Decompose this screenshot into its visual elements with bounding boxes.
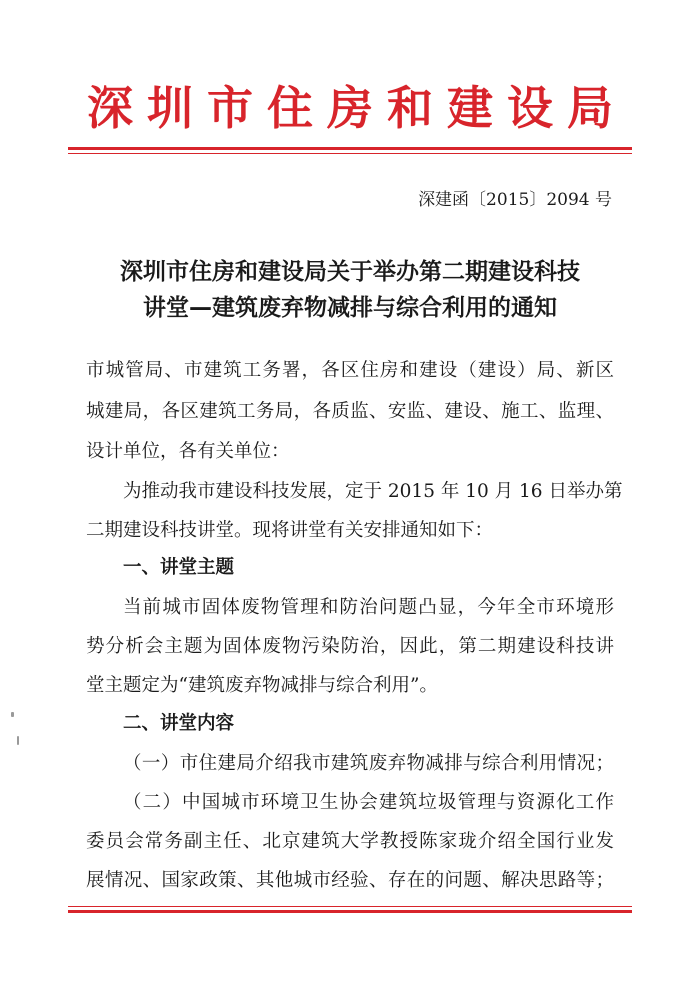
section-1-line-1: 当前城市固体废物管理和防治问题凸显，今年全市环境形 (123, 597, 614, 618)
intro-line-2: 二期建设科技讲堂。现将讲堂有关安排通知如下： (86, 520, 494, 541)
letterhead-divider-thin (68, 153, 632, 154)
scan-speck-mark (17, 736, 19, 745)
intro-line-1: 为推动我市建设科技发展，定于 2015 年 10 月 16 日举办第 (123, 481, 623, 502)
notice-title-line-1: 深圳市住房和建设局关于举办第二期建设科技 (120, 259, 580, 285)
section-1-line-3: 堂主题定为“建筑废弃物减排与综合利用”。 (86, 675, 438, 696)
agency-letterhead-title: 深圳市住房和建设局 (87, 81, 627, 135)
section-2-heading: 二、讲堂内容 (123, 713, 235, 734)
letterhead-divider-thick (68, 147, 632, 150)
footer-divider-thin (68, 906, 632, 907)
section-2-item-2-line-3: 展情况、国家政策、其他城市经验、存在的问题、解决思路等； (86, 870, 614, 891)
section-1-line-2: 势分析会主题为固体废物污染防治，因此，第二期建设科技讲 (86, 636, 614, 657)
section-2-item-2-line-2: 委员会常务副主任、北京建筑大学教授陈家珑介绍全国行业发 (86, 831, 614, 852)
addressee-line-3: 设计单位，各有关单位： (86, 441, 290, 462)
notice-title (50, 254, 650, 326)
document-number: 深建函〔2015〕2094 号 (418, 190, 612, 210)
footer-divider-thick (68, 910, 632, 913)
section-1-heading: 一、讲堂主题 (123, 557, 235, 578)
section-2-item-2-line-1: （二）中国城市环境卫生协会建筑垃圾管理与资源化工作 (123, 792, 614, 813)
notice-title-line-2: 讲堂—建筑废弃物减排与综合利用的通知 (143, 295, 557, 321)
addressee-line-2: 城建局，各区建筑工务局，各质监、安监、建设、施工、监理、 (86, 401, 614, 422)
section-2-item-1: （一）市住建局介绍我市建筑废弃物减排与综合利用情况； (123, 753, 614, 774)
addressee-line-1: 市城管局、市建筑工务署，各区住房和建设（建设）局、新区 (86, 360, 614, 381)
scan-speck-mark (11, 712, 14, 717)
